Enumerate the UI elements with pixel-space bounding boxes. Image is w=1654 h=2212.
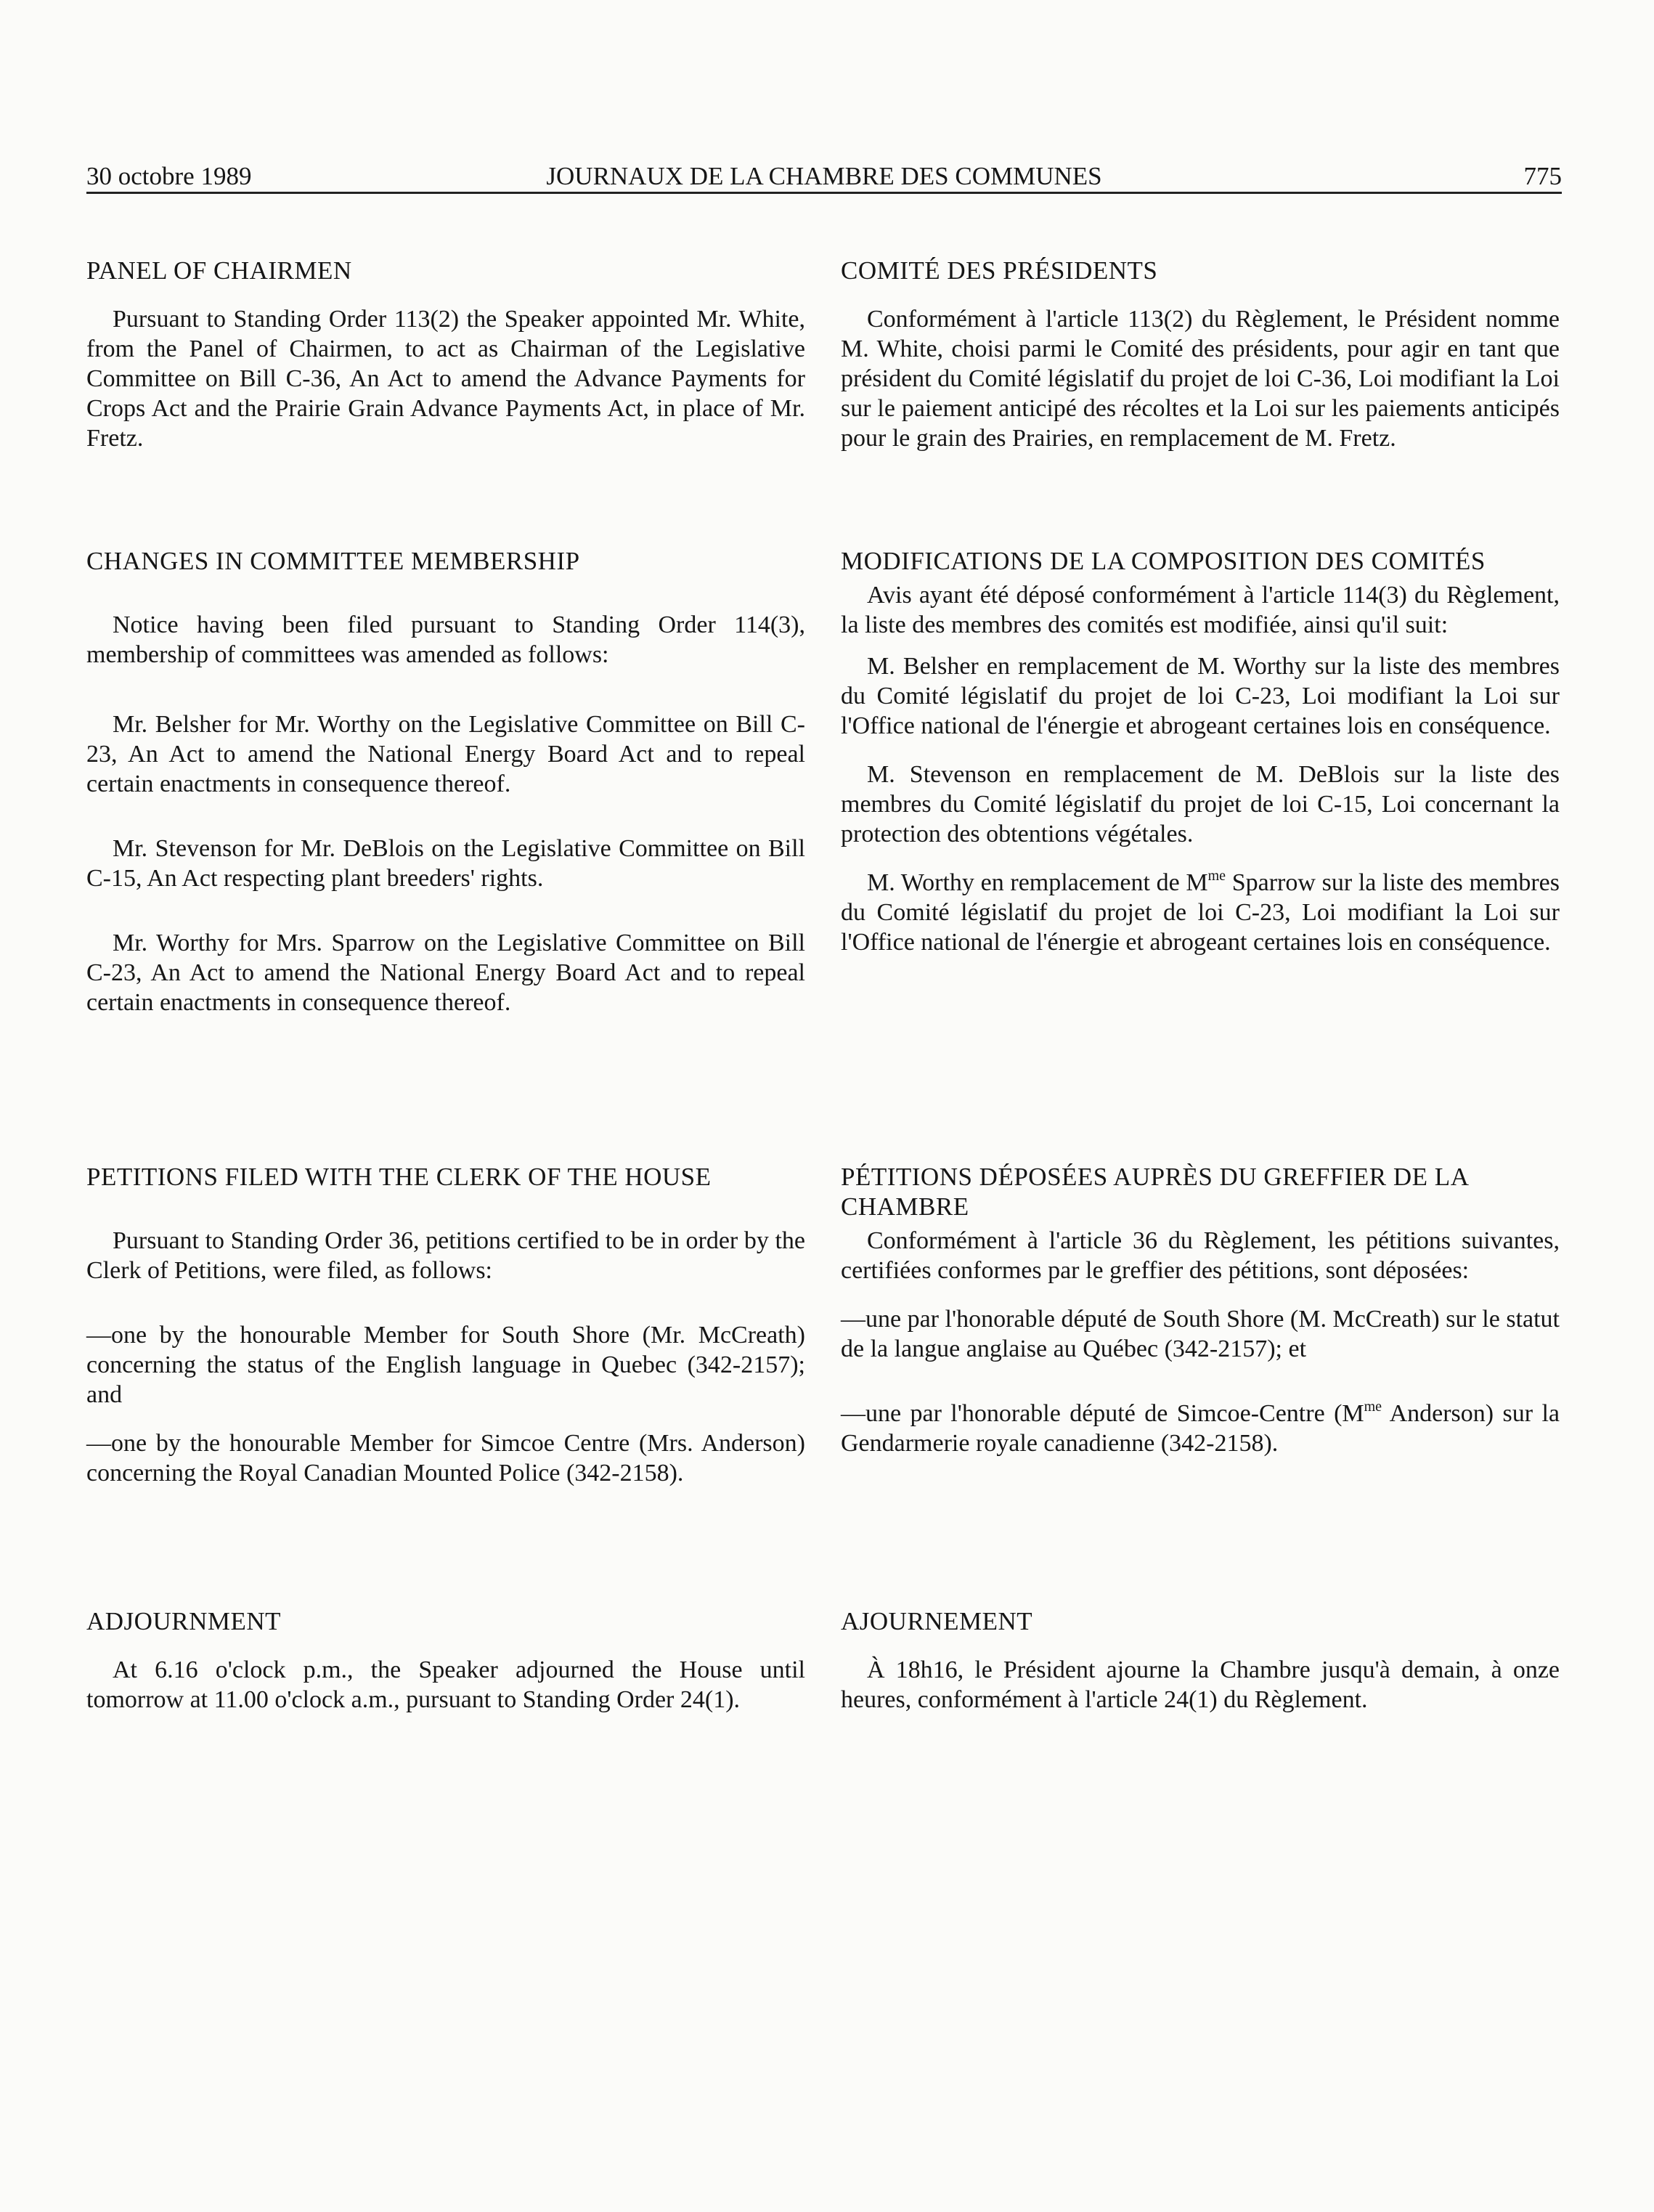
adjournment-section-en [86, 1606, 805, 1715]
paragraph: M. Stevenson en remplacement de M. DeBlois sur la liste des membres du Comité législatif du projet de loi C-15, Loi concernant la protection des obtentions végétales. [841, 761, 1560, 847]
paragraph: Avis ayant été déposé conformément à l'article 114(3) du Règlement, la liste des membres des comités est modifiée, ainsi qu'il suit: [841, 582, 1560, 638]
section-heading: ADJOURNMENT [86, 1607, 281, 1635]
page-header [86, 161, 1562, 194]
section-heading: COMITÉ DES PRÉSIDENTS [841, 256, 1158, 285]
changes-section-en [86, 546, 805, 1017]
paragraph: Mr. Worthy for Mrs. Sparrow on the Legislative Committee on Bill C-23, An Act to amend the National Energy Board Act and to repeal certain enactments in consequence thereof. [86, 930, 805, 1016]
paragraph: —one by the honourable Member for South Shore (Mr. McCreath) concerning the status of the English language in Quebec (342-2157); and [86, 1322, 805, 1408]
section-heading: AJOURNEMENT [841, 1607, 1033, 1635]
header-date: 30 octobre 1989 [86, 162, 252, 190]
text-run: Sparrow sur la liste des membres du Comité législatif du projet de loi C-23, Loi modifiant la Loi sur l'Office national de l'énergie et abrogeant certaines lois en conséquence. [841, 869, 1560, 956]
paragraph: M. Belsher en remplacement de M. Worthy sur la liste des membres du Comité législatif du projet de loi C-23, Loi modifiant la Loi sur l'Office national de l'énergie et abrogeant certaines lois en conséquence. [841, 653, 1560, 739]
section-heading: PETITIONS FILED WITH THE CLERK OF THE HOUSE [86, 1163, 712, 1191]
adjournment-section-fr [841, 1606, 1560, 1715]
section-heading: CHANGES IN COMMITTEE MEMBERSHIP [86, 547, 580, 575]
panel-section-en [86, 256, 805, 453]
paragraph: Pursuant to Standing Order 36, petitions certified to be in order by the Clerk of Petitions, were filed, as follows: [86, 1227, 805, 1284]
paragraph: Mr. Stevenson for Mr. DeBlois on the Legislative Committee on Bill C-15, An Act respecting plant breeders' rights. [86, 835, 805, 892]
petitions-section-en [86, 1162, 805, 1488]
paragraph [841, 868, 1560, 957]
header-journal-title: JOURNAUX DE LA CHAMBRE DES COMMUNES [546, 162, 1102, 190]
paragraph: Pursuant to Standing Order 113(2) the Speaker appointed Mr. White, from the Panel of Chairmen, to act as Chairman of the Legislative Committee on Bill C-36, An Act to amend the Advance Payments for Crops Act and the Prairie Grain Advance Payments Act, in place of Mr. Fretz. [86, 306, 805, 452]
text-run: Anderson) sur la Gendarmerie royale canadienne (342-2158). [841, 1400, 1560, 1457]
header-page-number: 775 [1523, 162, 1562, 190]
paragraph: Notice having been filed pursuant to Standing Order 114(3), membership of committees was amended as follows: [86, 611, 805, 668]
section-heading: PANEL OF CHAIRMEN [86, 256, 352, 285]
superscript: me [1207, 868, 1226, 884]
paragraph: —une par l'honorable député de South Shore (M. McCreath) sur le statut de la langue anglaise au Québec (342-2157); et [841, 1306, 1560, 1362]
paragraph: Mr. Belsher for Mr. Worthy on the Legislative Committee on Bill C-23, An Act to amend the National Energy Board Act and to repeal certain enactments in consequence thereof. [86, 711, 805, 797]
section-heading: PÉTITIONS DÉPOSÉES AUPRÈS DU GREFFIER DE LA CHAMBRE [841, 1163, 1468, 1221]
paragraph: At 6.16 o'clock p.m., the Speaker adjourned the House until tomorrow at 11.00 o'clock a.m., pursuant to Standing Order 24(1). [86, 1656, 805, 1713]
section-heading: MODIFICATIONS DE LA COMPOSITION DES COMITÉS [841, 547, 1486, 575]
superscript: me [1364, 1399, 1382, 1415]
paragraph: Conformément à l'article 113(2) du Règlement, le Président nomme M. White, choisi parmi le Comité des présidents, pour agir en tant que président du Comité législatif du projet de loi C-36, Loi modifiant la Loi sur le paiement anticipé des récoltes et la Loi sur les paiements anticipés pour le grain des Prairies, en remplacement de M. Fretz. [841, 306, 1560, 452]
changes-section-fr [841, 546, 1560, 957]
petitions-section-fr [841, 1162, 1560, 1458]
paragraph: —one by the honourable Member for Simcoe Centre (Mrs. Anderson) concerning the Royal Canadian Mounted Police (342-2158). [86, 1430, 805, 1487]
text-run: M. Worthy en remplacement de M [867, 869, 1208, 896]
paragraph: À 18h16, le Président ajourne la Chambre jusqu'à demain, à onze heures, conformément à l'article 24(1) du Règlement. [841, 1656, 1560, 1713]
paragraph [841, 1399, 1560, 1458]
panel-section-fr [841, 256, 1560, 453]
text-run: —une par l'honorable député de Simcoe-Centre (M [841, 1400, 1364, 1427]
paragraph: Conformément à l'article 36 du Règlement, les pétitions suivantes, certifiées conformes par le greffier des pétitions, sont déposées: [841, 1227, 1560, 1284]
